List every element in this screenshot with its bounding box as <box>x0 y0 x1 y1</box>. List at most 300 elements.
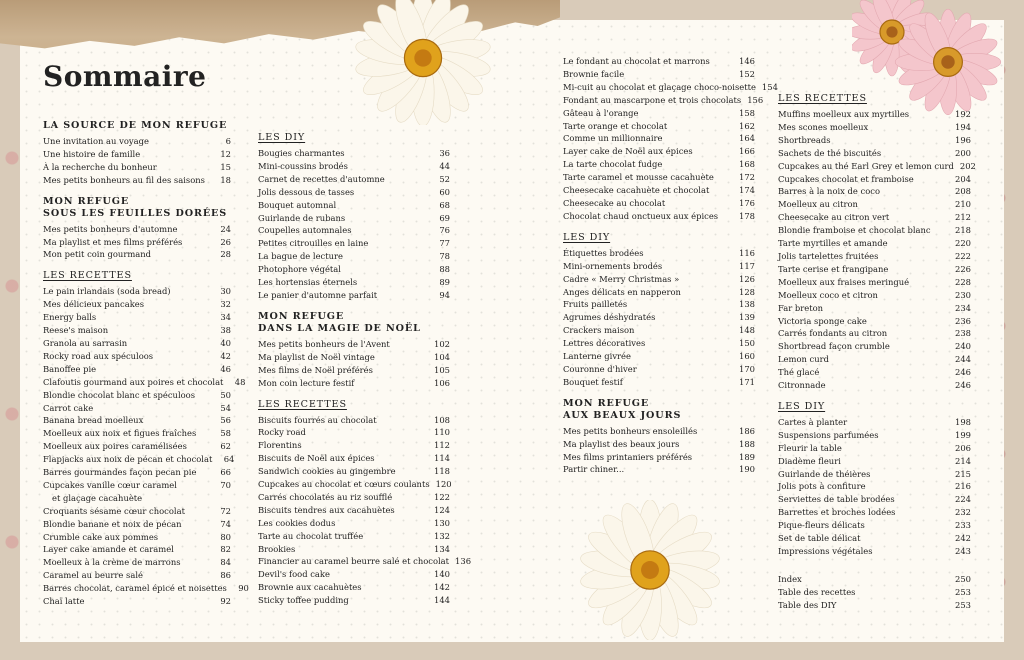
toc-entry-page: 142 <box>434 582 450 593</box>
toc-entry[interactable] <box>258 530 450 543</box>
toc-entry-page: 158 <box>739 107 755 118</box>
toc-entry-title: Reese's maison <box>43 325 109 336</box>
toc-entry-page: 222 <box>955 250 971 261</box>
toc-entry-title: Couronne d'hiver <box>563 363 637 374</box>
toc-entry-title: Diadème fleuri <box>778 455 841 466</box>
toc-entry[interactable] <box>778 147 971 160</box>
toc-entry-title: Cartes à planter <box>778 416 848 427</box>
toc-entry[interactable] <box>563 81 778 94</box>
toc-entry-title: Partir chiner... <box>563 464 625 475</box>
section-heading <box>563 398 755 422</box>
toc-entry-title: Financier au caramel beurre salé et chocolat <box>258 556 450 567</box>
toc-entry[interactable] <box>563 350 755 363</box>
section-heading <box>258 311 450 335</box>
toc-entry[interactable] <box>778 315 971 328</box>
toc-entry-page: 139 <box>739 312 755 323</box>
toc-entry[interactable] <box>563 107 755 120</box>
toc-entry[interactable] <box>258 478 450 491</box>
toc-entry[interactable] <box>563 55 755 68</box>
toc-entry[interactable] <box>778 134 971 147</box>
toc-entry-page: 30 <box>220 286 231 297</box>
toc-entry[interactable] <box>778 340 971 353</box>
toc-column-4 <box>778 93 976 612</box>
toc-entry-title: Coupelles automnales <box>258 225 352 236</box>
toc-entry-page: 18 <box>220 174 231 185</box>
toc-entry[interactable] <box>43 440 231 453</box>
toc-entry[interactable] <box>778 366 971 379</box>
toc-entry-title: Agrumes déshydratés <box>563 312 656 323</box>
toc-entry-page: 68 <box>439 199 450 210</box>
toc-entry-page: 220 <box>955 238 971 249</box>
toc-entry-title: Chaï latte <box>43 596 85 607</box>
section-heading <box>43 120 231 132</box>
toc-entry-page: 120 <box>435 479 452 490</box>
toc-entry[interactable] <box>778 237 971 250</box>
toc-entry[interactable] <box>778 480 971 493</box>
toc-entry-page: 196 <box>955 134 971 145</box>
toc-entry-title: Cheesecake au citron vert <box>778 212 890 223</box>
toc-entry-page: 150 <box>739 338 755 349</box>
toc-entry-title: Brookies <box>258 543 296 554</box>
toc-entry-title: Ma playlist des beaux jours <box>563 438 680 449</box>
toc-entry[interactable] <box>563 311 755 324</box>
section-heading-line: MON REFUGE <box>43 195 130 207</box>
toc-entry-title: Mon coin lecture festif <box>258 377 355 388</box>
toc-entry-page: 224 <box>955 494 971 505</box>
toc-entry-title: Biscuits tendres aux cacahuètes <box>258 504 395 515</box>
toc-entry[interactable] <box>778 276 971 289</box>
toc-entry[interactable] <box>778 353 971 366</box>
toc-entry-page: 233 <box>955 520 971 531</box>
toc-entry-title: Les cookies dodus <box>258 517 336 528</box>
toc-entry[interactable] <box>258 452 450 465</box>
toc-entry-page: 253 <box>955 599 971 610</box>
toc-entry-page: 132 <box>434 530 450 541</box>
toc-entry[interactable] <box>258 568 450 581</box>
toc-entry-page: 116 <box>739 247 755 258</box>
toc-entry[interactable] <box>563 363 755 376</box>
toc-entry[interactable] <box>778 455 971 468</box>
toc-entry-title: Far breton <box>778 302 824 313</box>
section-heading-line: MON REFUGE <box>258 310 345 322</box>
toc-entry-title: Ma playlist et mes films préférés <box>43 236 183 247</box>
toc-entry-page: 189 <box>739 451 755 462</box>
toc-entry[interactable] <box>43 531 231 544</box>
toc-entry-page: 154 <box>761 81 778 92</box>
toc-entry-title: Croquants sésame cœur chocolat <box>43 505 185 516</box>
toc-entry-title: Mes petits bonheurs au fil des saisons <box>43 174 205 185</box>
section-heading-line: LES RECETTES <box>43 270 132 282</box>
toc-entry[interactable] <box>258 426 450 439</box>
toc-entry[interactable] <box>43 595 231 608</box>
toc-entry-page: 102 <box>434 338 450 349</box>
toc-entry[interactable] <box>43 479 231 492</box>
toc-entry[interactable] <box>258 199 450 212</box>
toc-entry[interactable] <box>563 210 755 223</box>
toc-entry-page: 216 <box>955 481 971 492</box>
toc-entry[interactable] <box>563 158 755 171</box>
toc-entry[interactable] <box>563 337 755 350</box>
toc-entry[interactable] <box>778 468 971 481</box>
toc-entry[interactable] <box>778 379 971 392</box>
toc-entry[interactable] <box>563 376 755 389</box>
toc-entry[interactable] <box>563 425 755 438</box>
toc-entry[interactable] <box>43 350 231 363</box>
toc-entry-title: Mes scones moelleux <box>778 121 869 132</box>
toc-entry-page: 84 <box>220 557 231 568</box>
toc-entry-title: Tarte cerise et frangipane <box>778 263 889 274</box>
toc-entry[interactable] <box>43 298 231 311</box>
toc-entry-title: Blondie banane et noix de pécan <box>43 518 182 529</box>
toc-entry[interactable] <box>778 289 971 302</box>
toc-entry[interactable] <box>43 324 231 337</box>
toc-entry-title: Muffins moelleux aux myrtilles <box>778 109 910 119</box>
toc-entry-title: Mi-cuit au chocolat et glaçage choco-noisette <box>563 81 756 92</box>
toc-entry[interactable] <box>258 504 450 517</box>
toc-entry[interactable] <box>778 160 976 173</box>
toc-entry[interactable] <box>258 414 450 427</box>
toc-entry-title: Cupcakes au thé Earl Grey et lemon curd <box>778 160 954 171</box>
toc-entry-title: Lettres décoratives <box>563 338 646 349</box>
toc-entry-page: 69 <box>439 212 450 223</box>
toc-entry-title: Petites citrouilles en laine <box>258 238 369 249</box>
toc-entry[interactable] <box>258 276 450 289</box>
toc-entry[interactable] <box>258 237 450 250</box>
toc-entry[interactable] <box>563 438 755 451</box>
toc-entry-page: 199 <box>955 429 971 440</box>
toc-entry-title: Mes délicieux pancakes <box>43 299 145 310</box>
toc-entry-title: La tarte chocolat fudge <box>563 159 663 170</box>
toc-entry-title: Jolis tartelettes fruitées <box>778 250 879 261</box>
toc-entry-title: Tarte orange et chocolat <box>563 120 668 131</box>
toc-entry-title: Sticky toffee pudding <box>258 595 349 606</box>
toc-entry[interactable] <box>258 338 450 351</box>
toc-entry[interactable] <box>258 581 450 594</box>
toc-entry[interactable] <box>43 492 231 505</box>
toc-entry[interactable] <box>43 337 231 350</box>
toc-entry-title: Devil's food cake <box>258 569 330 580</box>
toc-entry[interactable] <box>258 263 450 276</box>
toc-entry-title: Mini-ornements brodés <box>563 260 663 271</box>
toc-entry[interactable] <box>43 402 231 415</box>
toc-entry[interactable] <box>563 132 755 145</box>
toc-entry[interactable] <box>43 569 231 582</box>
toc-entry-page: 190 <box>739 464 755 475</box>
toc-entry[interactable] <box>43 174 231 187</box>
toc-entry[interactable] <box>43 389 231 402</box>
section-heading <box>43 270 231 282</box>
toc-entry[interactable] <box>563 171 755 184</box>
toc-entry-page: 52 <box>439 173 450 184</box>
toc-entry-title: Layer cake de Noël aux épices <box>563 146 693 157</box>
toc-entry-title: Mes petits bonheurs ensoleillés <box>563 425 698 436</box>
toc-entry[interactable] <box>258 517 450 530</box>
toc-entry[interactable] <box>43 427 231 440</box>
toc-entry[interactable] <box>778 302 971 315</box>
toc-entry-page: 76 <box>439 225 450 236</box>
toc-entry-page: 34 <box>220 312 231 323</box>
toc-entry-page: 230 <box>955 289 971 300</box>
toc-entry-title: Flapjacks aux noix de pécan et chocolat <box>43 454 213 465</box>
toc-entry[interactable] <box>43 414 231 427</box>
toc-entry[interactable] <box>258 377 450 390</box>
toc-entry[interactable] <box>778 224 971 237</box>
toc-entry[interactable] <box>258 173 450 186</box>
toc-entry-title: Energy balls <box>43 312 97 323</box>
toc-entry-title: Table des DIY <box>778 599 837 610</box>
toc-column-3 <box>563 55 778 476</box>
toc-entry[interactable] <box>778 506 971 519</box>
toc-entry-title: Barres à la noix de coco <box>778 186 881 197</box>
toc-entry-title: Carrot cake <box>43 402 94 413</box>
toc-entry[interactable] <box>258 439 450 452</box>
toc-entry[interactable] <box>563 145 755 158</box>
toc-entry-title: Le pain irlandais (soda bread) <box>43 286 171 297</box>
toc-entry[interactable] <box>258 351 450 364</box>
toc-entry[interactable] <box>43 161 231 174</box>
toc-entry[interactable] <box>778 519 971 532</box>
toc-entry[interactable] <box>563 451 755 464</box>
toc-entry-page: 124 <box>434 504 450 515</box>
toc-entry[interactable] <box>563 247 755 260</box>
toc-entry-page: 42 <box>220 350 231 361</box>
toc-entry[interactable] <box>43 556 231 569</box>
toc-entry-title: Mini-coussins brodés <box>258 160 348 171</box>
daisy-center-dot <box>641 561 659 579</box>
toc-entry-title: Étiquettes brodées <box>563 247 644 258</box>
toc-entry-page: 198 <box>955 416 971 427</box>
toc-entry[interactable] <box>778 573 971 586</box>
toc-entry-page: 72 <box>220 505 231 516</box>
toc-entry-title: Cupcakes au chocolat et cœurs coulants <box>258 479 430 490</box>
toc-entry[interactable] <box>43 135 231 148</box>
toc-entry-page: 186 <box>739 425 755 436</box>
toc-entry[interactable] <box>258 250 450 263</box>
toc-entry-page: 144 <box>434 595 450 606</box>
toc-entry-page: 140 <box>434 569 450 580</box>
toc-entry-title: Barrettes et broches lodées <box>778 507 896 518</box>
toc-entry-page: 188 <box>739 438 755 449</box>
toc-entry-page: 70 <box>220 479 231 490</box>
toc-entry-page: 234 <box>955 302 971 313</box>
toc-entry[interactable] <box>778 173 971 186</box>
toc-entry[interactable] <box>258 364 450 377</box>
toc-entry[interactable] <box>563 184 755 197</box>
toc-entry-page: 48 <box>234 376 246 387</box>
toc-entry[interactable] <box>43 223 231 236</box>
toc-entry-page: 214 <box>955 455 971 466</box>
toc-entry-title: Cupcakes vanille cœur caramel <box>43 479 177 490</box>
toc-entry-title: Chocolat chaud onctueux aux épices <box>563 210 719 221</box>
toc-entry[interactable] <box>778 429 971 442</box>
toc-entry-title: Anges délicats en napperon <box>563 286 681 297</box>
toc-entry[interactable] <box>258 160 450 173</box>
toc-entry-title: Fondant au mascarpone et trois chocolats <box>563 94 742 105</box>
toc-entry-title: Une histoire de famille <box>43 148 141 159</box>
toc-entry-page: 62 <box>220 441 231 452</box>
toc-entry[interactable] <box>258 289 450 302</box>
toc-entry[interactable] <box>258 555 472 568</box>
section-heading <box>43 196 231 220</box>
toc-entry-page: 146 <box>739 56 755 66</box>
toc-entry-page: 77 <box>439 238 450 249</box>
toc-entry[interactable] <box>43 466 231 479</box>
toc-entry-page: 80 <box>220 531 231 542</box>
toc-entry-page: 238 <box>955 328 971 339</box>
toc-entry-page: 128 <box>739 286 755 297</box>
spacer <box>778 558 971 573</box>
toc-entry[interactable] <box>778 493 971 506</box>
toc-entry[interactable] <box>778 211 971 224</box>
toc-entry-page: 118 <box>434 466 450 477</box>
toc-entry-title: Mes films printaniers préférés <box>563 451 693 462</box>
toc-entry[interactable] <box>778 416 971 429</box>
toc-entry-page: 246 <box>955 380 971 391</box>
toc-entry-title: Victoria sponge cake <box>778 315 867 326</box>
toc-entry-title: Table des recettes <box>778 586 856 597</box>
toc-entry-title: Banana bread moelleux <box>43 415 144 426</box>
toc-entry[interactable] <box>43 453 235 466</box>
daisy-center-dot <box>941 55 954 68</box>
toc-entry[interactable] <box>258 543 450 556</box>
toc-entry-page: 166 <box>739 146 755 157</box>
toc-entry-title: Sachets de thé biscuités <box>778 147 882 158</box>
toc-entry-page: 206 <box>955 442 971 453</box>
toc-entry-page: 66 <box>220 467 231 478</box>
toc-entry-title: Jolis dessous de tasses <box>258 186 355 197</box>
toc-entry[interactable] <box>43 248 231 261</box>
toc-entry[interactable] <box>43 311 231 324</box>
toc-entry[interactable] <box>563 286 755 299</box>
toc-entry-title: Impressions végétales <box>778 546 873 556</box>
toc-entry[interactable] <box>563 120 755 133</box>
toc-entry[interactable] <box>43 285 231 298</box>
toc-entry-page: 126 <box>739 273 755 284</box>
toc-entry[interactable] <box>258 465 450 478</box>
toc-entry-page: 168 <box>739 159 755 170</box>
toc-entry-title: Cupcakes chocolat et framboise <box>778 173 914 184</box>
toc-entry-title: Carrés chocolatés au riz soufflé <box>258 491 393 502</box>
toc-entry-title: Clafoutis gourmand aux poires et chocolat <box>43 376 224 387</box>
toc-entry-page: 210 <box>955 199 971 210</box>
toc-entry[interactable] <box>43 148 231 161</box>
section-heading <box>778 401 971 413</box>
toc-entry-title: Rocky road <box>258 427 306 438</box>
section-heading-line: DANS LA MAGIE DE NOËL <box>258 322 421 334</box>
toc-entry-title: Moelleux aux fraises meringué <box>778 276 910 287</box>
toc-entry[interactable] <box>563 260 755 273</box>
toc-entry-page: 172 <box>739 172 755 183</box>
toc-entry-title: Suspensions parfumées <box>778 429 879 440</box>
toc-entry-title: Index <box>778 573 802 584</box>
toc-entry-page: 138 <box>739 299 755 310</box>
toc-entry-title: Crackers maison <box>563 325 635 336</box>
toc-entry[interactable] <box>563 298 755 311</box>
toc-entry-page: 236 <box>955 315 971 326</box>
toc-entry[interactable] <box>563 94 764 107</box>
toc-entry-page: 148 <box>739 325 755 336</box>
toc-entry[interactable] <box>258 594 450 607</box>
toc-entry-page: 212 <box>955 212 971 223</box>
toc-entry-title: Set de table délicat <box>778 533 861 544</box>
toc-entry[interactable] <box>43 236 231 249</box>
toc-entry-title: Granola au sarrasin <box>43 337 128 348</box>
toc-entry[interactable] <box>563 324 755 337</box>
toc-entry-page: 244 <box>955 354 971 365</box>
toc-entry-title: À la recherche du bonheur <box>43 161 157 172</box>
toc-entry-page: 162 <box>739 120 755 131</box>
toc-entry-page: 164 <box>739 133 755 144</box>
toc-entry-title: Blondie chocolat blanc et spéculoos <box>43 389 196 400</box>
toc-entry[interactable] <box>43 543 231 556</box>
toc-entry[interactable] <box>43 505 231 518</box>
toc-entry-title: Carnet de recettes d'automne <box>258 173 385 184</box>
toc-entry[interactable] <box>778 263 971 276</box>
toc-entry[interactable] <box>43 518 231 531</box>
toc-entry[interactable] <box>778 250 971 263</box>
toc-entry[interactable] <box>778 545 971 558</box>
toc-entry-page: 192 <box>955 109 971 119</box>
toc-entry[interactable] <box>43 582 249 595</box>
page-title: Sommaire <box>43 60 207 93</box>
toc-entry[interactable] <box>43 376 246 389</box>
toc-entry[interactable] <box>778 198 971 211</box>
toc-entry-page: 32 <box>220 299 231 310</box>
toc-entry-page: 54 <box>220 402 231 413</box>
pink-daisy-flowers <box>852 0 1002 115</box>
toc-entry-page: 26 <box>220 236 231 247</box>
toc-entry[interactable] <box>258 212 450 225</box>
toc-entry[interactable] <box>563 273 755 286</box>
toc-entry-page: 6 <box>225 136 231 146</box>
toc-entry-title: Lanterne givrée <box>563 351 631 362</box>
toc-entry-title: Thé glacé <box>778 367 820 378</box>
toc-entry[interactable] <box>258 147 450 160</box>
toc-entry[interactable] <box>778 121 971 134</box>
toc-entry-page: 78 <box>439 251 450 262</box>
toc-entry[interactable] <box>258 186 450 199</box>
toc-entry-title: Pique-fleurs délicats <box>778 520 865 531</box>
toc-entry[interactable] <box>258 491 450 504</box>
toc-entry-page: 240 <box>955 341 971 352</box>
toc-entry[interactable] <box>778 442 971 455</box>
toc-entry-title: Barres gourmandes façon pecan pie <box>43 467 197 478</box>
toc-entry-page: 200 <box>955 147 971 158</box>
daisy-center-dot <box>414 49 431 66</box>
toc-entry[interactable] <box>258 224 450 237</box>
toc-entry[interactable] <box>563 197 755 210</box>
toc-entry-page: 204 <box>955 173 971 184</box>
toc-entry-title: Mon petit coin gourmand <box>43 249 152 260</box>
daisy-flower-top <box>355 0 495 125</box>
section-heading-line: AUX BEAUX JOURS <box>563 409 682 421</box>
toc-entry[interactable] <box>778 185 971 198</box>
toc-entry[interactable] <box>563 68 755 81</box>
toc-entry[interactable] <box>778 327 971 340</box>
toc-entry[interactable] <box>778 532 971 545</box>
toc-entry[interactable] <box>43 363 231 376</box>
toc-entry-page: 92 <box>220 596 231 607</box>
toc-entry[interactable] <box>563 463 755 476</box>
toc-entry-title: Guirlande de rubans <box>258 212 346 223</box>
toc-entry-page: 105 <box>434 364 450 375</box>
section-heading-line: LES DIY <box>563 231 611 243</box>
toc-entry[interactable] <box>778 586 971 599</box>
toc-entry-title: Cheesecake cacahuète et chocolat <box>563 185 710 196</box>
toc-entry-title: Carrés fondants au citron <box>778 328 888 339</box>
toc-entry-title: Moelleux au citron <box>778 199 858 210</box>
toc-entry[interactable] <box>778 599 971 612</box>
